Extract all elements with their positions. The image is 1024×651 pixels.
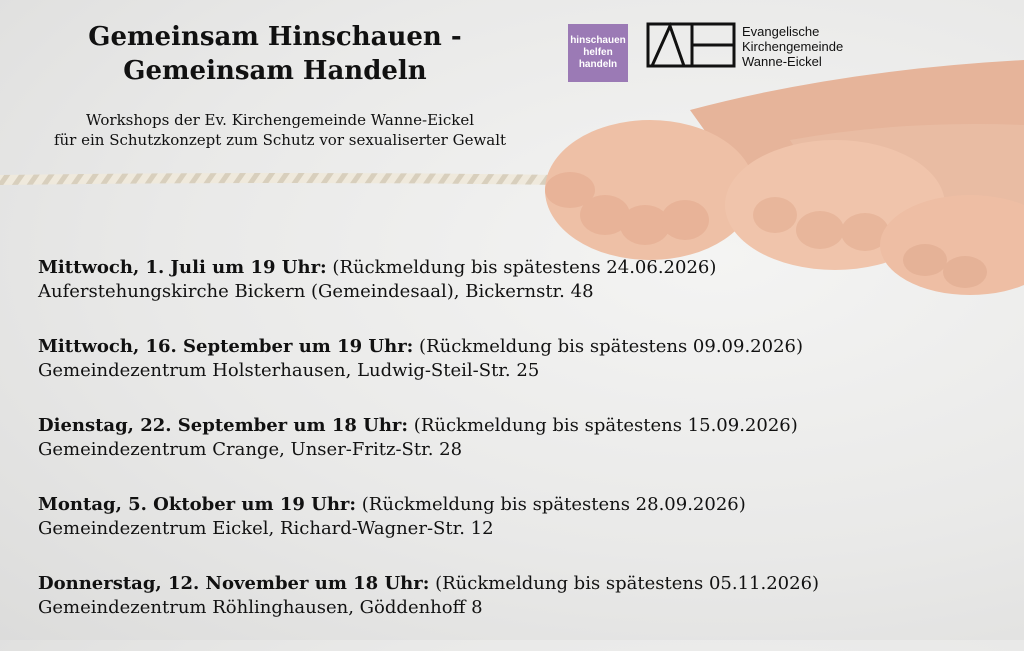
left-fist-icon (545, 120, 755, 260)
title-line-2: Gemeinsam Handeln (123, 56, 427, 86)
event-location: Gemeindezentrum Holsterhausen, Ludwig-Steil-Str. 25 (38, 360, 540, 381)
event-deadline: (Rückmeldung bis spätestens 09.09.2026) (413, 336, 804, 357)
logo-hhh-line-3: handeln (578, 59, 618, 70)
church-line-1: Evangelische (742, 24, 820, 39)
event-location: Gemeindezentrum Eickel, Richard-Wagner-Str. 12 (38, 518, 494, 539)
subtitle-line-2: für ein Schutzkonzept zum Schutz vor sexualiserter Gewalt (53, 131, 507, 149)
event-item (38, 414, 938, 462)
page-title (60, 20, 490, 88)
event-deadline: (Rückmeldung bis spätestens 24.06.2026) (326, 257, 717, 278)
church-line-2: Kirchengemeinde (742, 39, 844, 54)
event-date: Donnerstag, 12. November um 18 Uhr: (38, 573, 430, 594)
event-deadline: (Rückmeldung bis spätestens 15.09.2026) (408, 415, 798, 436)
church-logo-text (742, 24, 843, 69)
event-list (38, 256, 938, 651)
event-location: Auferstehungskirche Bickern (Gemeindesaal), Bickernstr. 48 (38, 281, 594, 302)
event-item (38, 493, 938, 541)
logo-hhh-line-2: helfen (583, 47, 613, 58)
event-date: Mittwoch, 16. September um 19 Uhr: (38, 336, 414, 357)
subtitle-line-1: Workshops der Ev. Kirchengemeinde Wanne-Eickel (85, 111, 475, 129)
event-location: Gemeindezentrum Röhlinghausen, Göddenhoff 8 (38, 597, 483, 618)
subtitle (30, 110, 530, 150)
event-date: Dienstag, 22. September um 18 Uhr: (38, 415, 409, 436)
event-deadline: (Rückmeldung bis spätestens 28.09.2026) (356, 494, 746, 515)
event-item (38, 572, 938, 620)
event-deadline: (Rückmeldung bis spätestens 05.11.2026) (429, 573, 820, 594)
event-location: Gemeindezentrum Crange, Unser-Fritz-Str. 28 (38, 439, 463, 460)
church-logo-mark-icon (646, 22, 736, 68)
church-line-3: Wanne-Eickel (742, 54, 822, 69)
event-item (38, 256, 938, 304)
title-line-1: Gemeinsam Hinschauen - (88, 22, 462, 52)
event-date: Montag, 5. Oktober um 19 Uhr: (38, 494, 357, 515)
logo-hhh-line-1: hinschauen (570, 35, 626, 46)
event-date: Mittwoch, 1. Juli um 19 Uhr: (38, 257, 327, 278)
hinschauen-helfen-handeln-logo (568, 24, 628, 82)
event-item (38, 335, 938, 383)
